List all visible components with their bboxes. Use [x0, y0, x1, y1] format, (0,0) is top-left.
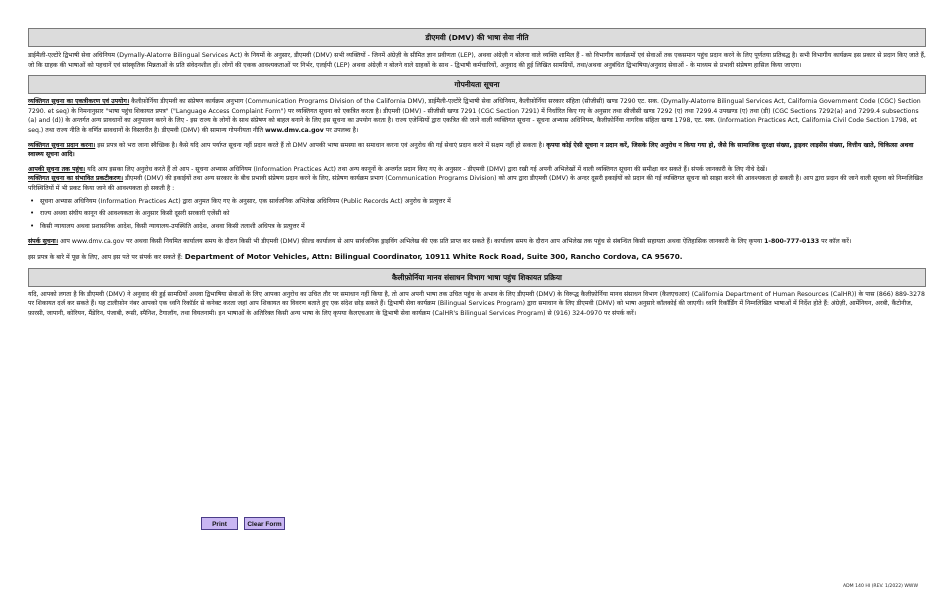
document-body [28, 28, 926, 323]
access-rights-lead: आपकी सूचना तक पहुंच। [28, 165, 86, 173]
disclosure-list [28, 197, 926, 232]
privacy-collection-tail: पर उपलब्ध है। [323, 126, 359, 134]
disclosure-paragraph [28, 174, 926, 193]
privacy-collection-paragraph [28, 97, 926, 135]
providing-info-body: इस प्रपत्र को भरा जाना स्वैच्छिक है। कैसे यदि आप पर्याप्त सूचना नहीं प्रदान करते हैं तो DMV आपकी भाषा समस्या का समाधान करना एवं अनुरोध की गई सेवाएं प्रदान करने में सक्षम नहीं हो सकता है। [95, 141, 547, 149]
contact-body: आप www.dmv.ca.gov पर अथवा किसी नियमित कार्यालय समय के दौरान किसी भी डीएमवी (DMV) फ़ील्ड कार्यालय से आप सार्वजनिक ड्राइविंग अभिलेख की एक प्रति प्राप्त कर सकते हैं। कार्यालय समय के दौरान आप अभिलेख तक पहुंच से संबन्धित किसी सहायता अथवा ऐतिहासिक जानकारी के लिए कृपया [58, 238, 765, 246]
contact-phone-number: 1-800-777-0133 [764, 238, 820, 246]
providing-info-paragraph [28, 141, 926, 160]
section-header-calhr-complaint: कैलीफ़ोर्निया मानव संसाधन विभाग भाषा पहुंच शिकायत प्रक्रिया [28, 268, 926, 287]
calhr-complaint-paragraph: यदि, आपको लगता है कि डीएमवी (DMV) ने अनुवाद की हुई सामग्रियों अथवा द्विभाषिया सेवाओं के लिए आपका अनुरोध का उचित तौर पर समाधान नहीं किया है, तो आप अपनी भाषा तक उचित पहुंच के अभाव के लिए डीएमवी (DMV) के विरूद्ध कैलीफ़ोर्निया मानव संसाधन विभाग (कैलएचआर) (California Department of Human Resources (CalHR)) के पास (866) 889-3278 पर शिकायत दर्ज कर सकते हैं। यह टालीफ़ोन नंबर आपको एक ध्वनि रिकॉर्डर से कनेक्ट करता जहां आप शिकायत का विवरण बताते हुए एक संदेश छोड़ सकते हैं। द्विभाषी सेवा कार्यक्रम (Bilingual Services Program) द्वारा समाधान के लिए डीएमवी (DMV) को भाषा अनुसारे कॉलकोई की जाएगी। ध्वनि रिकॉर्डिंग में निम्नलिखित भाषाओं में निर्देश होते हैं: अंग्रेज़ी, आर्मेनियन, अरबी, कैंटोनीज, फ़ारसी, जापानी, कोरियन, मैंडेरिन, पंजाबी, रूसी, स्पैनिश, टैगालॉग, तथा वियतनामी। इन भाषाओं के अतिरिक्त किसी अन्य भाषा के लिए कृपया कैलएचआर के द्विभाषी सेवा कार्यक्रम (CalHR's Bilingual Services Program) से (916) 324-0970 पर संपर्क करें। [28, 290, 925, 317]
contact-tail: पर कॉल करें। [819, 238, 852, 246]
disclosure-body: डीएमवी (DMV) की इकाईयों तथा अन्य सरकार के बीच प्रभावी संप्रेषण प्रदान करने के लिए, संप्रेषण कार्यक्रम प्रभाग (Communication Programs Division) को आप द्वारा डीएमवी (DMV) के अन्दर दूसरी इकाईयों को प्रदान की गई व्यक्तिगत सूचना को साझा करने की आवश्यकता हो सकती है। आप द्वारा प्रदान की जाने वाली सूचना को निम्नलिखित परिस्थितियों में भी प्रकट किया जाने की आवश्यकता हो सकती है : [28, 175, 923, 192]
section-header-privacy-notice: गोपनीयता सूचना [28, 75, 926, 94]
contact-lead: संपर्क सूचना। [28, 238, 59, 246]
disclosure-item: • राज्य अथवा संघीय कानून की आवश्यकता के अनुसार किसी दूसरी सरकारी एजेंसी को [40, 209, 926, 219]
form-footer-code: ADM 140 HI (REV. 1/2022) WWW [843, 584, 918, 589]
mailing-address-end: . [679, 251, 683, 261]
section-header-language-policy: डीएमवी (DMV) की भाषा सेवा नीति [28, 28, 926, 47]
privacy-collection-body: कैलीफ़ोर्निया डीएमवी का संप्रेषण कार्यक्रम अनुभाग (Communication Programs Division of the California DMV), डाईमैली-एल्टोरे द्विभाषी सेवा अधिनियम, कैलीफ़ोर्निया सरकार संहिता (सीजीसी) खण्ड 7290 एट. सक. (Dymally-Alatorre Bilingual Services Act, California Government Code (CGC) Section 7290. et seq) के निमनानुसार "भाषा पहुंच शिकायत प्रपत्र" ("Language Access Complaint Form") पर व्यक्तिगत सूचना को एकत्रित करता है। डीएमवी (DMV) - सीजीसी खण्ड 7291 (CGC Section 7291) में निर्धारित किए गए के अनुसार तथा सीजीसी खण्ड 7292 (ए) तथा 7299.4 उपखण्ड (ए) तथा (डी) (CGC Sections 7292(a) and 7299.4 subsections (a) and (d)) के अन्तर्गत अन्य प्रावधानों का अनुपालन करने के लिए - इस राज्य के लोगों के साथ संप्रेषण को बाहल बनाने के लिए इस सूचना का उपयोग करता है। राज्य एजेन्सियों द्वारा एकत्रित की जाने वाली व्यक्तिगत सूचना - सूचना अभ्यास अधिनियम, कैलीफ़ोर्निया नागरिक संहिता खण्ड 1798, एट. सक. (Information Practices Act, California Civil Code Section 1798, et seq.) तथा राज्य नीति के वर्णित सावधानों के विस्तारीत है। डीएमवी (DMV) की सामान्य गोपनीयता नीति [28, 98, 921, 134]
disclosure-item: • किसी न्यायालय अथवा प्रशासनिक आदेश, किसी न्यायालय-उपस्थिति आदेश, अथवा किसी तलाशी अधिपत्र के प्रत्युत्तर में [40, 222, 926, 232]
providing-info-warning: कृपया कोई ऐसी सूचना न प्रदान करें, जिसके लिए अनुरोध न किया गया हो, जैसे कि सामाजिक सुरक्षा संख्या, ड्राइवर लाइसेंस संख्या, वित्तीय खाते, चिकित्सा अथवा स्वास्थ्य सूचना आदि। [28, 141, 914, 159]
clear-form-button[interactable]: Clear Form [244, 517, 285, 530]
providing-info-lead: व्यक्तिगत सूचना प्रदान करना। [28, 141, 96, 149]
disclosure-item: • सूचना अभ्यास अधिनियम (Information Practices Act) द्वारा अनुमत किए गए के अनुसार, एक सार्वजनिक अभिलेख अधिनियम (Public Records Act) अनुरोध के प्रत्युत्तर में [40, 197, 926, 207]
access-rights-paragraph [28, 165, 926, 175]
disclosure-lead: व्यक्तिगत सूचना का संभावित प्रकटीकरण। [28, 175, 124, 183]
mailing-address: Department of Motor Vehicles, Attn: Bilingual Coordinator, 10911 White Rock Road, Suite 300, Rancho Cordova, CA 95670 [184, 251, 680, 261]
mailing-address-paragraph [28, 252, 926, 263]
policy-intro-paragraph: डाईमैली-एल्टोरे द्विभाषी सेवा अधिनियम (Dymally-Alatorre Bilingual Services Act) के नियमों के अनुसार, डीएमवी (DMV) सभी व्यक्तियों - जिनमें अंग्रेज़ी के सीमित ज्ञान प्रवीणता (LEP), अथवा अंग्रेज़ी न बोलना वाले व्यक्ति शामिल हैं - को विभागीय कार्यक्रमों एवं सेवाओं तक एकसमान पहुंच प्रदान करने के लिए पूर्णतया प्रतिबद्ध है। सभी विभागीय कार्यक्रम इस प्रकार से प्रदान किए जाते हैं, जो कि ग्राहक की भाषाओं को पहचानें एवं सांस्कृतिक मिन्नताओं के प्रति संवेदनशील हों। लोगों की एकक आवश्यकताओं पर निर्भर, एलईपी (LEP) अथवा अंग्रेज़ी न बोलने वाले ग्राहकों के साथ - द्विभाषी कर्मचारियों, अनुवाद की हुई लिखित सामग्रियों, तथा/अथवा अनुबंधित द्विभाषिया/अनुवाद सेवाओं - के माध्यम से प्रभावी संप्रेषण हासिल किया जाएगा। [28, 52, 926, 69]
print-button[interactable]: Print [201, 517, 238, 530]
privacy-collection-lead: व्यक्तिगत सूचना का एकत्रीकरण एवं उपयोग। [28, 98, 130, 106]
dmv-website-link[interactable]: www.dmv.ca.gov [265, 126, 324, 134]
access-rights-body: यदि आप इसका लिए अनुरोध करते हैं तो आप - सूचना अभ्यास अधिनियम (Information Practices Act) तथा अन्य कानूनों के अन्तर्गत प्रदान किए गए के अनुसार - डीएमवी (DMV) द्वारा रखी गई अपनी अभिलेखों में वाली व्यक्तिगत सूचना की समीक्षा कर सकते हैं। संपर्क जानकारी के लिए नीचे देखें। [85, 165, 768, 173]
contact-paragraph [28, 237, 926, 247]
mailing-intro: इस प्रपत्र के बारे में पूछ के लिए, आप इस पते पर संपर्क कर सकते हैं: [28, 253, 185, 261]
